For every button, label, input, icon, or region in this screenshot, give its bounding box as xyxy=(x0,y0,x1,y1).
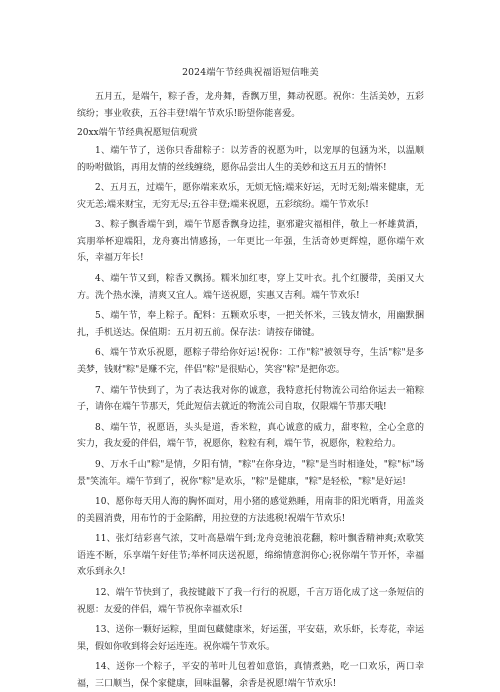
list-item: 1、端午节了，送你只香甜粽子：以芳香的祝愿为叶，以宠厚的包涵为米，以温顺的吩咐做馅，再用友情的丝线缠绕，愿你品尝出人生的美妙和这五月五的情怀! xyxy=(77,146,424,173)
list-item: 7、端午节快到了，为了表达我对你的诚意，我特意托付物流公司给你运去一箱粽子，请你在端午节那天，凭此短信去就近的物流公司自取，仅限端午节那天哦! xyxy=(77,385,424,413)
section-subheading: 20xx端午节经典祝愿短信观赏 xyxy=(77,128,198,138)
list-item: 2、五月五，过端午，愿你端来欢乐，无烦无恼;端来好运，无时无刻;端来健康，无灾无恙;端来财宝，无穷无尽;五谷丰登;端来祝愿，五彩缤纷。端午节欢乐! xyxy=(77,183,424,210)
intro-paragraph: 五月五，是端午，粽子香，龙舟舞，香飘万里，舞动祝愿。祝你：生活美妙，五彩缤纷；事业收获，五谷丰登!端午节欢乐!盼望你能喜爱。 xyxy=(77,92,424,119)
list-item: 5、端午节，奉上粽子。配料：五颗欢乐枣，一把关怀米，三钱友情水，用幽默捆扎，手机送达。保值期：五月初五前。保存法：请按存储键。 xyxy=(77,311,424,338)
list-item: 4、端午节又到，粽香又飘扬。糯米加红枣，穿上艾叶衣。扎个红腰带，美丽又大方。洗个热水澡，清爽又宜人。端午送祝愿，实惠又吉利。端午节欢乐! xyxy=(77,274,424,301)
document-title: 2024端午节经典祝福语短信唯美 xyxy=(182,67,319,78)
list-item: 6、端午节欢乐祝愿，愿粽子带给你好运!祝你：工作"粽"被领导夸，生活"粽"是多美梦，钱财"粽"是赚不完，伴侣"粽"是很贴心，笑容"粽"是把你恋。 xyxy=(77,348,424,375)
list-item: 11、张灯结彩喜气浓，艾叶高悬端午到;龙舟竞驰浪花翻，粽叶飘香精神爽;欢歌笑语连不断，乐享端午好佳节;举杯同庆送祝愿，绵绵情意润你心;祝你端午节开怀，幸福欢乐到永久! xyxy=(77,534,424,578)
list-item: 3、粽子飘香端午到，端午节愿香飘身边挂，驱邪避灾福相伴，敬上一杯雄黄酒，宾朋举杯迎端阳，龙舟赛出情感扬，一年更比一年强，生活奇妙更辉煌，愿你端午欢乐，幸福万年长! xyxy=(77,220,424,264)
list-item: 13、送你一颗好运粽，里面包藏健康米，好运蛋，平安菇，欢乐虾，长寿花，幸运果，假如你收到将会好运连连。祝你端午节欢乐。 xyxy=(77,625,424,652)
list-item: 12、端午节快到了，我按键敲下了我一行行的祝愿，千言万语化成了这一条短信的祝愿：友爱的伴侣，端午节祝你幸福欢乐! xyxy=(77,588,424,615)
list-item: 8、端午节，祝愿语，头头是道，香米粒，真心诚意的威力，甜枣粒，全心全意的实力，我友爱的伴侣，端午节，祝愿你，粒粒有利，端午节，祝愿你，粒粒给力。 xyxy=(77,422,424,450)
list-item: 10、愿你每天用人海的胸怀面对，用小猪的感觉熟睡，用南非的阳光晒背，用盖炎的美圆消费，用布竹的于金陷醉，用拉登的方法逃税!祝端午节欢乐! xyxy=(77,497,424,524)
list-item: 14、送你一个粽子，平安的苇叶儿包着如意馅，真情煮熟，吃一口欢乐，两口幸福，三口顺当，保个家健康，回味温馨，余香是祝愿!端午节欢乐! xyxy=(77,662,424,689)
list-item: 9、万水千山"粽"是情，夕阳有情，"粽"在你身边，"粽"是当时相逢处，"粽"标"场景"笑流年。端午节到了，祝你"粽"是欢乐，"粽"是健康，"粽"是轻松，"粽"是好运! xyxy=(77,460,424,487)
